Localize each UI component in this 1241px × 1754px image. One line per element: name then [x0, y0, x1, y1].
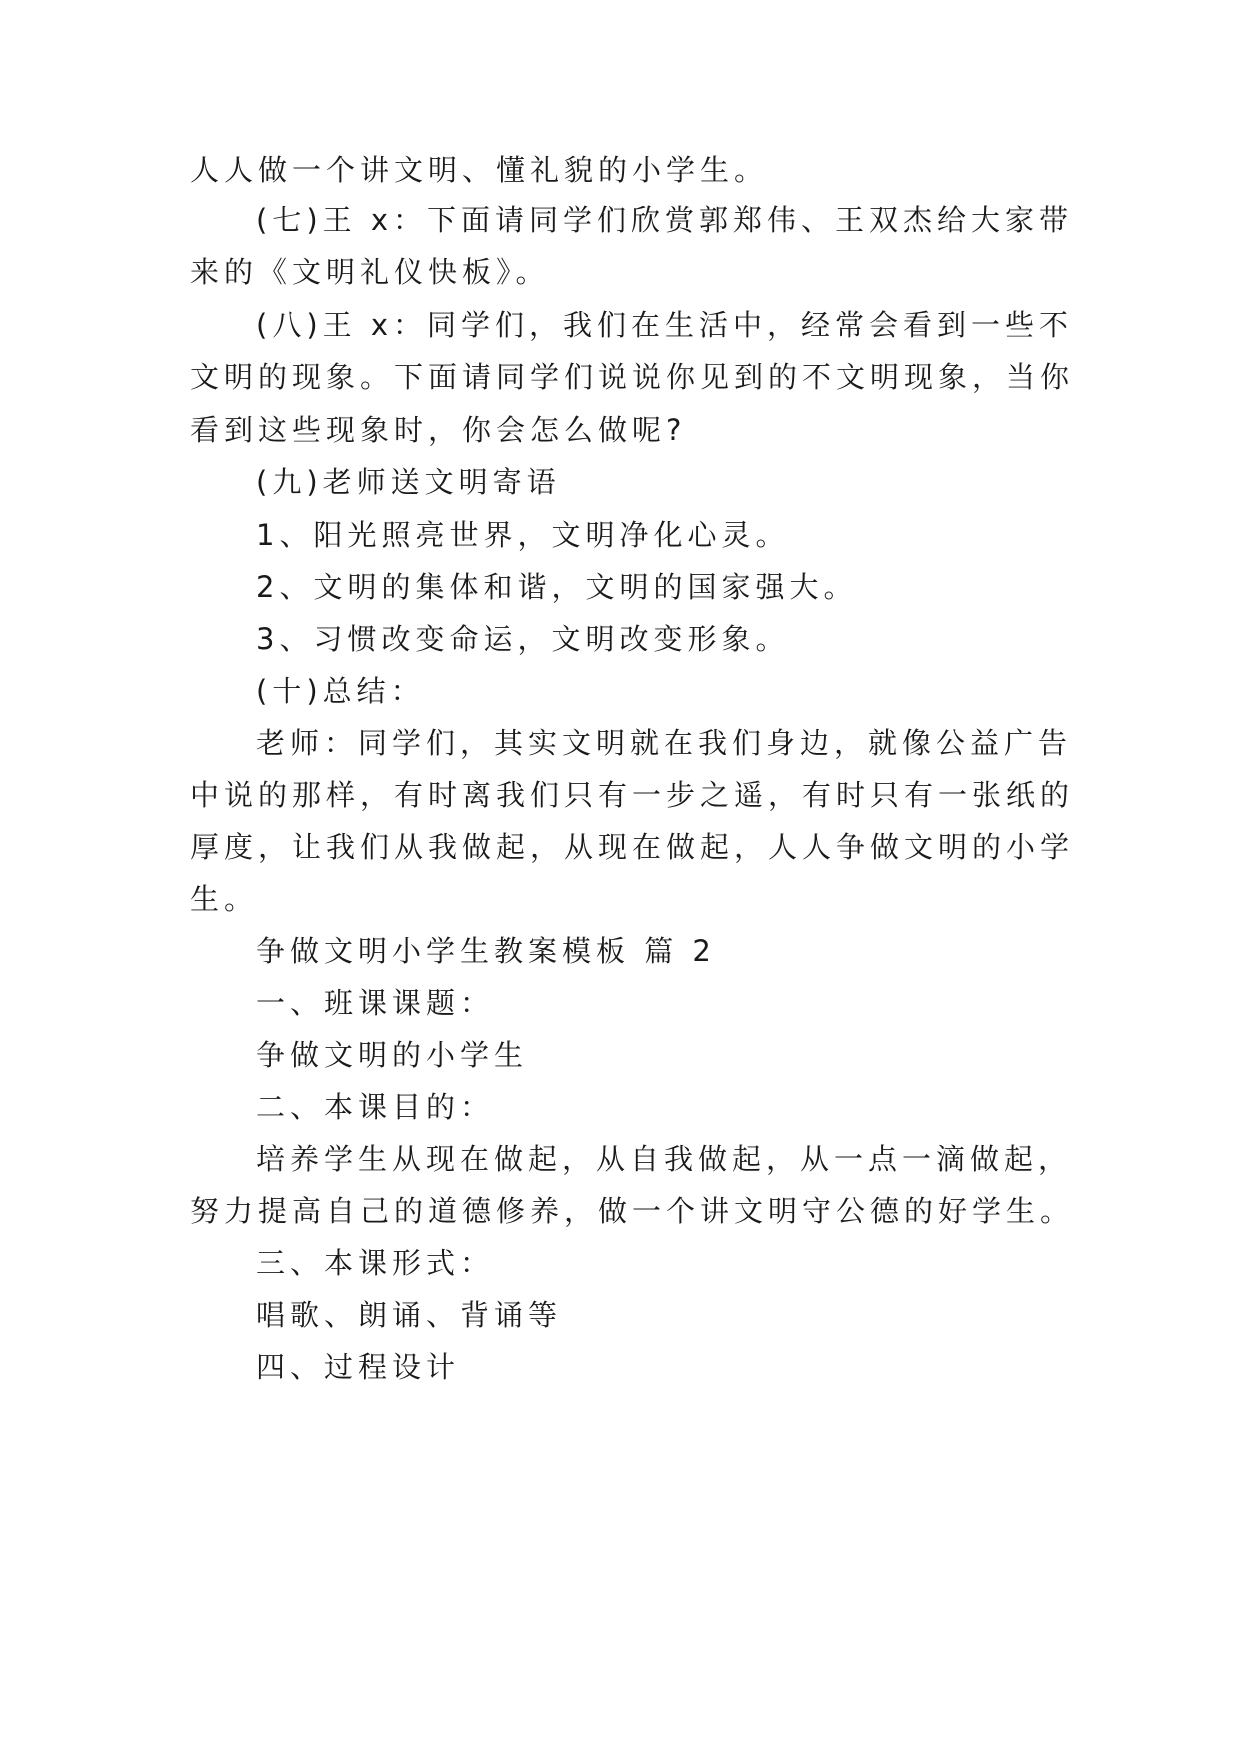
text-line: 一、班课课题： [256, 986, 495, 1020]
text-line: 3、习惯改变命运，文明改变形象。 [256, 622, 790, 656]
text-line: (十)总结： [256, 674, 425, 708]
text-line: 厚度，让我们从我做起，从现在做起，人人争做文明的小学 [190, 830, 1075, 864]
section-heading: 争做文明小学生教案模板 篇 2 [256, 934, 716, 968]
text-line: 培养学生从现在做起，从自我做起，从一点一滴做起， [256, 1142, 1073, 1176]
text-line: 文明的现象。下面请同学们说说你见到的不文明现象，当你 [190, 360, 1075, 394]
text-line: (九)老师送文明寄语 [256, 465, 561, 499]
text-line: (七)王 x：下面请同学们欣赏郭郑伟、王双杰给大家带 [256, 203, 1074, 237]
text-line: 努力提高自己的道德修养，做一个讲文明守公德的好学生。 [190, 1194, 1075, 1228]
text-line: 来的《文明礼仪快板》。 [190, 255, 550, 289]
text-line: 唱歌、朗诵、背诵等 [256, 1298, 563, 1332]
text-line: 三、本课形式： [256, 1246, 495, 1280]
text-line: 生。 [190, 882, 259, 916]
text-line: (八)王 x：同学们，我们在生活中，经常会看到一些不 [256, 308, 1074, 342]
text-line: 人人做一个讲文明、懂礼貌的小学生。 [190, 153, 769, 187]
text-line: 看到这些现象时，你会怎么做呢? [190, 413, 687, 447]
text-line: 1、阳光照亮世界，文明净化心灵。 [256, 518, 790, 552]
text-line: 中说的那样，有时离我们只有一步之遥，有时只有一张纸的 [190, 778, 1075, 812]
text-line: 二、本课目的： [256, 1090, 495, 1124]
text-line: 四、过程设计 [256, 1350, 461, 1384]
text-line: 老师：同学们，其实文明就在我们身边，就像公益广告 [256, 726, 1073, 760]
text-line: 2、文明的集体和谐，文明的国家强大。 [256, 570, 858, 604]
text-line: 争做文明的小学生 [256, 1038, 529, 1072]
